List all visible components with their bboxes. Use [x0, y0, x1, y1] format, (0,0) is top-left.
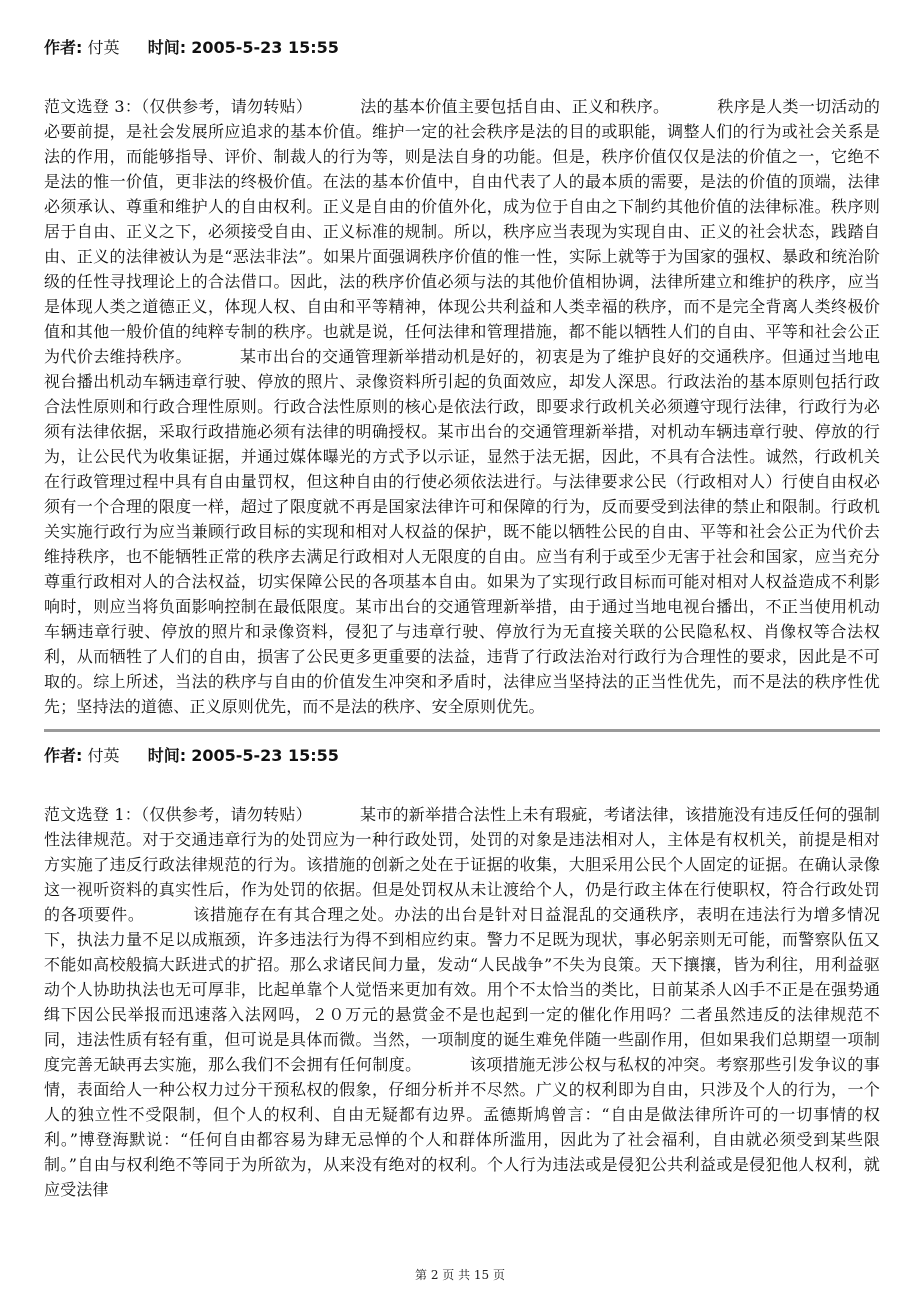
page-footer: 第 2 页 共 15 页	[415, 1268, 505, 1282]
post-body	[44, 94, 880, 719]
post-lead: 范文选登 3：（仅供参考，请勿转贴）	[44, 97, 313, 116]
author-label: 作者:	[44, 38, 83, 57]
time-label: 时间:	[147, 38, 187, 57]
post-body	[44, 802, 880, 1202]
post-lead: 范文选登 1：（仅供参考，请勿转贴）	[44, 805, 312, 824]
author-name: 付英	[87, 746, 120, 765]
post-time: 2005-5-23 15:55	[191, 746, 339, 765]
paragraph: 某市出台的交通管理新举措动机是好的，初衷是为了维护良好的交通秩序。但通过当地电视台播出机动车辆违章行驶、停放的照片、录像资料所引起的负面效应，却发人深思。行政法治的基本原则包括行政合法性原则和行政合理性原则。行政合法性原则的核心是依法行政，即要求行政机关必须遵守现行法律，行政行为必须有法律依据，采取行政措施必须有法律的明确授权。某市出台的交通管理新举措，对机动车辆违章行驶、停放的行为，让公民代为收集证据，并通过媒体曝光的方式予以示证，显然于法无据，因此，不具有合法性。诚然，行政机关在行政管理过程中具有自由量罚权，但这种自由的行使必须依法进行。与法律要求公民（行政相对人）行使自由权必须有一个合理的限度一样，超过了限度就不再是国家法律许可和保障的行为，反而要受到法律的禁止和限制。行政机关实施行政行为应当兼顾行政目标的实现和相对人权益的保护，既不能以牺牲公民的自由、平等和社会公正为代价去维持秩序，也不能牺牲正常的秩序去满足行政相对人无限度的自由。应当有利于或至少无害于社会和国家，应当充分尊重行政相对人的合法权益，切实保障公民的各项基本自由。如果为了实现行政目标而可能对相对人权益造成不利影响时，则应当将负面影响控制在最低限度。某市出台的交通管理新举措，由于通过当地电视台播出，不正当使用机动车辆违章行驶、停放的照片和录像资料，侵犯了与违章行驶、停放行为无直接关联的公民隐私权、肖像权等合法权利，从而牺牲了人们的自由，损害了公民更多更重要的法益，违背了行政法治对行政行为合理性的要求，因此是不可取的。综上所述，当法的秩序与自由的价值发生冲突和矛盾时，法律应当坚持法的正当性优先，而不是法的秩序性优先；坚持法的道德、正义原则优先，而不是法的秩序、安全原则优先。	[44, 347, 880, 716]
author-label: 作者:	[44, 746, 83, 765]
document-page	[44, 36, 880, 1202]
paragraph: 法的基本价值主要包括自由、正义和秩序。	[360, 97, 670, 116]
paragraph: 秩序是人类一切活动的必要前提，是社会发展所应追求的基本价值。维护一定的社会秩序是法的目的或职能，调整人们的行为或社会关系是法的作用，而能够指导、评价、制裁人的行为等，则是法自身的功能。但是，秩序价值仅仅是法的价值之一，它绝不是法的惟一价值，更非法的终极价值。在法的基本价值中，自由代表了人的最本质的需要，是法的价值的顶端，法律必须承认、尊重和维护人的自由权利。正义是自由的价值外化，成为位于自由之下制约其他价值的法律标准。秩序则居于自由、正义之下，必须接受自由、正义标准的规制。所以，秩序应当表现为实现自由、正义的社会状态，践踏自由、正义的法律被认为是“恶法非法”。如果片面强调秩序价值的惟一性，实际上就等于为国家的强权、暴政和统治阶级的任性寻找理论上的合法借口。因此，法的秩序价值必须与法的其他价值相协调，法律所建立和维护的秩序，应当是体现人类之道德正义，体现人权、自由和平等精神，体现公共利益和人类幸福的秩序，而不是完全背离人类终极价值和其他一般价值的纯粹专制的秩序。也就是说，任何法律和管理措施，都不能以牺牲人们的自由、平等和社会公正为代价去维持秩序。	[44, 97, 880, 366]
paragraph: 该项措施无涉公权与私权的冲突。考察那些引发争议的事情，表面给人一种公权力过分干预私权的假象，仔细分析并不尽然。广义的权利即为自由，只涉及个人的行为，一个人的独立性不受限制，但个人的权利、自由无疑都有边界。孟德斯鸠曾言：“自由是做法律所许可的一切事情的权利。”博登海默说：“任何自由都容易为肆无忌惮的个人和群体所滥用，因此为了社会福利，自由就必须受到某些限制。”自由与权利绝不等同于为所欲为，从来没有绝对的权利。个人行为违法或是侵犯公共利益或是侵犯他人权利，就应受法律	[44, 1055, 880, 1199]
post-header	[44, 36, 880, 60]
author-name: 付英	[87, 38, 120, 57]
post-2	[44, 744, 880, 1202]
post-divider	[44, 729, 880, 732]
post-header	[44, 744, 880, 768]
post-1	[44, 36, 880, 719]
time-label: 时间:	[147, 746, 187, 765]
paragraph: 某市的新举措合法性上未有瑕疵，考诸法律，该措施没有违反任何的强制性法律规范。对于交通违章行为的处罚应为一种行政处罚，处罚的对象是违法相对人，主体是有权机关，前提是相对方实施了违反行政法律规范的行为。该措施的创新之处在于证据的收集，大胆采用公民个人固定的证据。在确认录像这一视听资料的真实性后，作为处罚的依据。但是处罚权从未让渡给个人，仍是行政主体在行使职权，符合行政处罚的各项要件。	[44, 805, 881, 924]
paragraph: 该措施存在有其合理之处。办法的出台是针对日益混乱的交通秩序，表明在违法行为增多情况下，执法力量不足以成瓶颈，许多违法行为得不到相应约束。警力不足既为现状，事必躬亲则无可能，而警察队伍又不能如高校般搞大跃进式的扩招。那么求诸民间力量，发动“人民战争”不失为良策。天下攘攘，皆为利往，用利益驱动个人协助执法也无可厚非，比起单靠个人觉悟来更加有效。用个不太恰当的类比，日前某杀人凶手不正是在强势通缉下因公民举报而迅速落入法网吗，２０万元的悬赏金不是也起到一定的催化作用吗？二者虽然违反的法律规范不同，违法性质有轻有重，但可说是具体而微。当然，一项制度的诞生难免伴随一些副作用，但如果我们总期望一项制度完善无缺再去实施，那么我们不会拥有任何制度。	[44, 905, 881, 1074]
post-time: 2005-5-23 15:55	[191, 38, 339, 57]
